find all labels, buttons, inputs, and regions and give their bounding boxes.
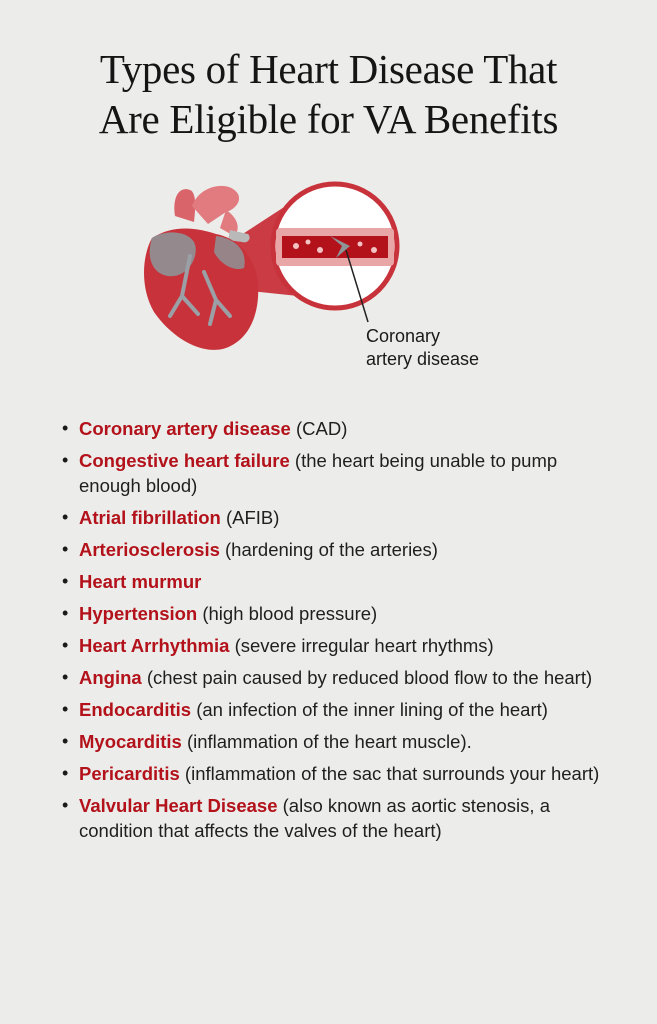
disease-desc: (chest pain caused by reduced blood flow to the heart) <box>141 667 593 688</box>
disease-term: Pericarditis <box>79 763 180 784</box>
bullet: • <box>62 603 69 623</box>
disease-term: Arteriosclerosis <box>79 539 220 560</box>
disease-desc: (high blood pressure) <box>197 603 378 624</box>
bullet: • <box>62 763 69 783</box>
disease-term: Heart murmur <box>79 571 202 592</box>
blood-cell <box>293 243 299 249</box>
list-item <box>60 537 620 562</box>
list-item <box>60 601 620 626</box>
disease-desc: (hardening of the arteries) <box>219 539 438 560</box>
bullet: • <box>62 507 69 527</box>
disease-desc: (inflammation of the heart muscle). <box>181 731 472 752</box>
bullet: • <box>62 539 69 559</box>
bullet: • <box>62 731 69 751</box>
disease-term: Hypertension <box>79 603 198 624</box>
list-item <box>60 633 620 658</box>
illustration-caption <box>366 325 479 371</box>
disease-term: Coronary artery disease <box>79 418 291 439</box>
title-line-1: Types of Heart Disease That <box>99 46 558 92</box>
disease-term: Heart Arrhythmia <box>79 635 230 656</box>
disease-desc: (an infection of the inner lining of the heart) <box>191 699 548 720</box>
disease-desc: (AFIB) <box>220 507 280 528</box>
bullet: • <box>62 699 69 719</box>
bullet: • <box>62 795 69 815</box>
vessel-shape <box>174 189 195 222</box>
disease-term: Congestive heart failure <box>79 450 290 471</box>
page-title <box>0 44 657 144</box>
bullet: • <box>62 450 69 470</box>
disease-desc: (the heart being unable to pump enough blood) <box>79 450 558 496</box>
blood-cell <box>317 247 323 253</box>
disease-term: Endocarditis <box>79 699 192 720</box>
caption-line-2: artery disease <box>366 349 480 369</box>
disease-term: Angina <box>79 667 142 688</box>
disease-term: Myocarditis <box>79 731 182 752</box>
disease-term: Valvular Heart Disease <box>79 795 278 816</box>
blood-cell <box>371 247 377 253</box>
list-item <box>60 761 620 786</box>
title-line-2: Are Eligible for VA Benefits <box>98 96 559 142</box>
list-item <box>60 505 620 530</box>
list-item <box>60 697 620 722</box>
list-item <box>60 793 620 843</box>
disease-desc: (also known as aortic stenosis, a condition that affects the valves of the heart) <box>79 795 550 841</box>
blood-cell <box>306 240 311 245</box>
bullet: • <box>62 418 69 438</box>
disease-list <box>60 416 620 850</box>
bullet: • <box>62 571 69 591</box>
bullet: • <box>62 667 69 687</box>
list-item <box>60 416 620 441</box>
disease-desc: (CAD) <box>290 418 348 439</box>
list-item <box>60 729 620 754</box>
disease-desc: (inflammation of the sac that surrounds your heart) <box>179 763 600 784</box>
list-item <box>60 448 620 498</box>
blood-cell <box>358 242 363 247</box>
disease-desc: (severe irregular heart rhythms) <box>229 635 494 656</box>
list-item <box>60 665 620 690</box>
list-item <box>60 569 620 594</box>
caption-line-1: Coronary <box>366 326 441 346</box>
bullet: • <box>62 635 69 655</box>
disease-term: Atrial fibrillation <box>79 507 221 528</box>
